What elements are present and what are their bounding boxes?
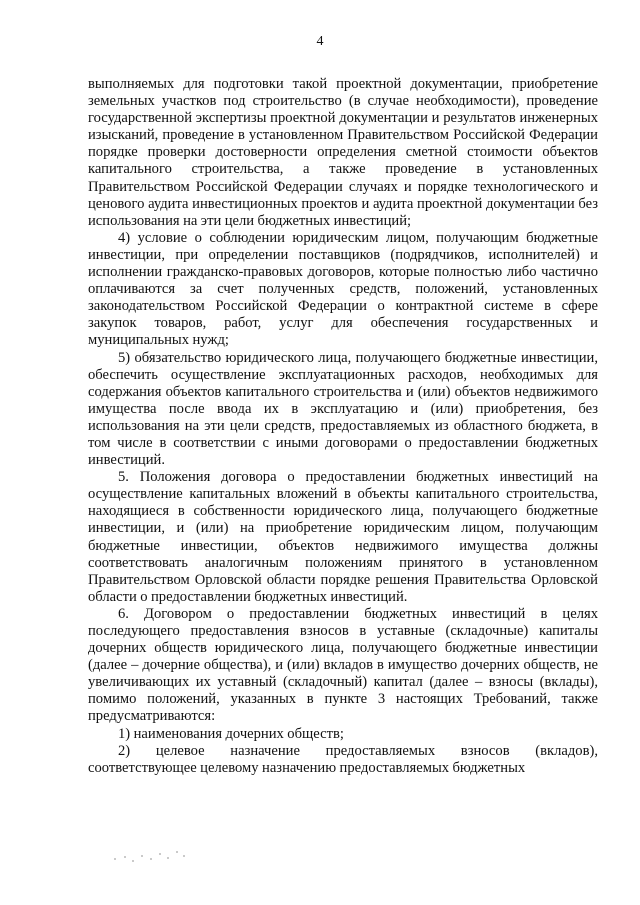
- page-number: 4: [316, 34, 324, 49]
- paragraph: 1) наименования дочерних обществ;: [118, 725, 344, 742]
- paragraph: 5) обязательство юридического лица, получающего бюджетные инвестиции, обеспечить осуществление эксплуатационных расходов, необходимых для содержания объектов капитального строительства и (или) объектов недвижимого имущества после ввода их в эксплуатацию и (или) приобретения, без использования на эти цели средств, предоставляемых из областного бюджета, в том числе в соответствии с иными договорами о предоставлении бюджетных инвестиций.: [88, 349, 598, 469]
- paragraph: 6. Договором о предоставлении бюджетных инвестиций в целях последующего предоставления взносов в уставные (складочные) капиталы дочерних обществ юридического лица, получающего бюджетные инвестиции (далее – дочерние общества), и (или) вкладов в имущество дочерних обществ, не увеличивающих их уставный (складочный) капитал (далее – взносы (вклады), помимо положений, указанных в пункте 3 настоящих Требований, также предусматриваются:: [88, 605, 598, 725]
- paragraph: выполняемых для подготовки такой проектной документации, приобретение земельных участков под строительство (в случае необходимости), проведение государственной экспертизы проектной документации и результатов инженерных изысканий, проведение в установленном Правительством Российской Федерации порядке проверки достоверности определения сметной стоимости объектов капитального строительства, а также проведение в установленных Правительством Российской Федерации случаях и порядке технологического и ценового аудита инвестиционных проектов и аудита проектной документации без использования на эти цели бюджетных инвестиций;: [88, 76, 598, 229]
- paragraph: 5. Положения договора о предоставлении бюджетных инвестиций на осуществление капитальных вложений в объекты капитального строительства, находящиеся в собственности юридического лица, получающего бюджетные инвестиции, и (или) на приобретение юридическим лицом, получающим бюджетные инвестиции, объектов недвижимого имущества должны соответствовать аналогичным положениям принятого в установленном Правительством Орловской области порядке решения Правительства Орловской области о предоставлении бюджетных инвестиций.: [88, 469, 598, 605]
- paragraph: 4) условие о соблюдении юридическим лицом, получающим бюджетные инвестиции, при определении поставщиков (подрядчиков, исполнителей) и исполнении гражданско-правовых договоров, которые полностью либо частично оплачиваются за счет полученных средств, положений, установленных законодательством Российской Федерации о контрактной системе в сфере закупок товаров, работ, услуг для обеспечения государственных и муниципальных нужд;: [88, 229, 598, 349]
- scan-artifact: [110, 846, 190, 866]
- paragraph: 2) целевое назначение предоставляемых взносов (вкладов), соответствующее целевому назначению предоставляемых бюджетных: [88, 742, 598, 776]
- document-body: [88, 76, 598, 777]
